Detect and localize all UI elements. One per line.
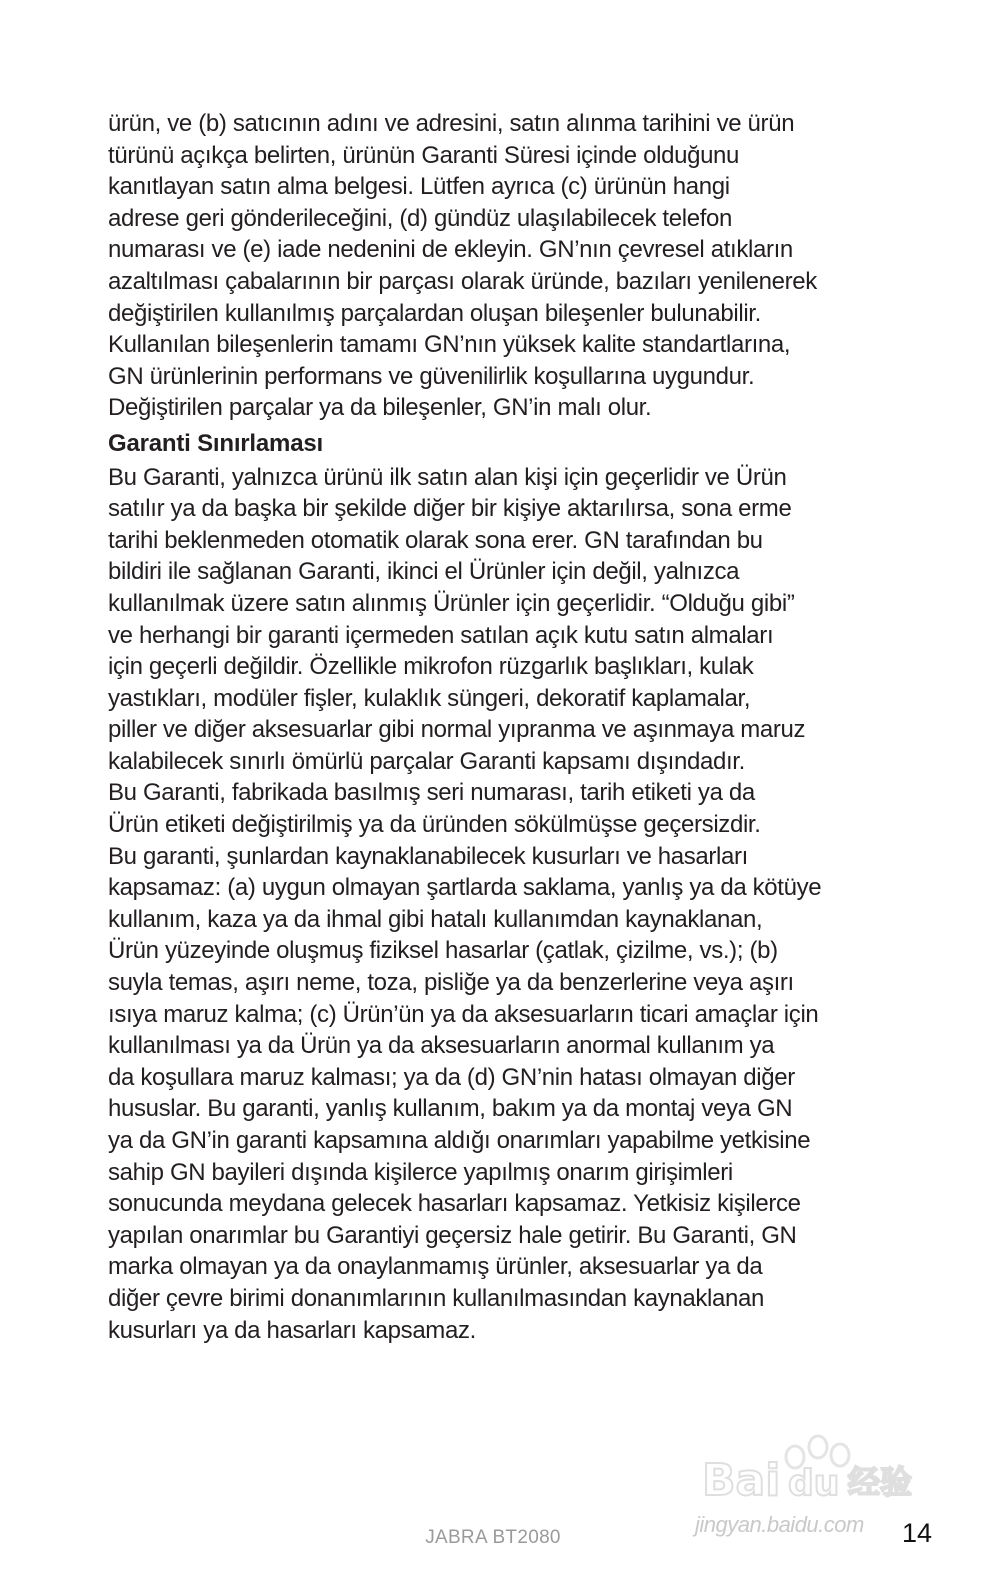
text-line: satılır ya da başka bir şekilde diğer bir kişiye aktarılırsa, sona erme bbox=[108, 495, 792, 523]
text-line: kanıtlayan satın alma belgesi. Lütfen ayrıca (c) ürünün hangi bbox=[108, 173, 730, 201]
text-line: sonucunda meydana gelecek hasarları kapsamaz. Yetkisiz kişilerce bbox=[108, 1190, 801, 1218]
paw-toe-icon bbox=[809, 1436, 827, 1458]
text-line: ve herhangi bir garanti içermeden satılan açık kutu satın almaları bbox=[108, 621, 774, 649]
text-line: Kullanılan bileşenlerin tamamı GN’nın yüksek kalite standartlarına, bbox=[108, 331, 791, 359]
text-line: kullanılmak üzere satın alınmış Ürünler için geçerlidir. “Olduğu gibi” bbox=[108, 589, 795, 617]
page-body bbox=[108, 108, 878, 1346]
text-line: numarası ve (e) iade nedenini de ekleyin. GN’nın çevresel atıkların bbox=[108, 236, 793, 264]
page-number: 14 bbox=[902, 1518, 933, 1548]
text-line: kalabilecek sınırlı ömürlü parçalar Garanti kapsamı dışındadır. bbox=[108, 747, 745, 775]
text-line: türünü açıkça belirten, ürünün Garanti Süresi içinde olduğunu bbox=[108, 141, 740, 169]
footer-product-name: JABRA BT2080 bbox=[425, 1527, 561, 1548]
svg-text:Bai: Bai bbox=[702, 1455, 781, 1506]
text-line: GN ürünlerinin performans ve güvenilirlik koşullarına uygundur. bbox=[108, 362, 755, 390]
text-line: Ürün etiketi değiştirilmiş ya da üründen sökülmüşse geçersizdir. bbox=[108, 811, 761, 839]
text-line: yastıkları, modüler fişler, kulaklık süngeri, dekoratif kaplamalar, bbox=[108, 684, 751, 712]
section-heading: Garanti Sınırlaması bbox=[108, 429, 323, 457]
text-line: diğer çevre birimi donanımlarının kullanılmasından kaynaklanan bbox=[108, 1284, 764, 1312]
text-line: piller ve diğer aksesuarlar gibi normal yıpranma ve aşınmaya maruz bbox=[108, 716, 806, 744]
text-line: ürün, ve (b) satıcının adını ve adresini, satın alınma tarihini ve ürün bbox=[108, 110, 795, 137]
text-line: kusurları ya da hasarları kapsamaz. bbox=[108, 1316, 476, 1344]
text-line: kullanılması ya da Ürün ya da aksesuarların anormal kullanım ya bbox=[108, 1032, 775, 1060]
text-line: bildiri ile sağlanan Garanti, ikinci el Ürünler için değil, yalnızca bbox=[108, 558, 740, 586]
text-line: suyla temas, aşırı neme, toza, pisliğe ya da benzerlerine veya aşırı bbox=[108, 969, 794, 997]
svg-text:经验: 经验 bbox=[848, 1463, 913, 1501]
watermark-url: jingyan.baidu.com bbox=[695, 1512, 864, 1537]
text-line: ya da GN’in garanti kapsamına aldığı onarımları yapabilme yetkisine bbox=[108, 1127, 811, 1154]
text-line: yapılan onarımlar bu Garantiyi geçersiz hale getirir. Bu Garanti, GN bbox=[108, 1221, 797, 1249]
svg-text:du: du bbox=[788, 1463, 840, 1504]
text-line: da koşullara maruz kalması; ya da (d) GN’nin hatası olmayan diğer bbox=[108, 1063, 795, 1091]
text-line: Bu Garanti, fabrikada basılmış seri numarası, tarih etiketi ya da bbox=[108, 779, 755, 807]
text-line: azaltılması çabalarının bir parçası olarak üründe, bazıları yenilenerek bbox=[108, 267, 817, 295]
text-line: Ürün yüzeyinde oluşmuş fiziksel hasarlar (çatlak, çizilme, vs.); (b) bbox=[108, 937, 778, 965]
text-line: adrese geri gönderileceğini, (d) gündüz ulaşılabilecek telefon bbox=[108, 204, 733, 232]
paragraph-intro bbox=[108, 108, 878, 424]
text-line: marka olmayan ya da onaylanmamış ürünler, aksesuarlar ya da bbox=[108, 1253, 763, 1281]
text-line: için geçerli değildir. Özellikle mikrofon rüzgarlık başlıkları, kulak bbox=[108, 653, 754, 681]
text-line: hususlar. Bu garanti, yanlış kullanım, bakım ya da montaj veya GN bbox=[108, 1095, 793, 1123]
text-line: sahip GN bayileri dışında kişilerce yapılmış onarım girişimleri bbox=[108, 1158, 733, 1186]
text-line: kapsamaz: (a) uygun olmayan şartlarda saklama, yanlış ya da kötüye bbox=[108, 874, 822, 902]
text-line: Bu garanti, şunlardan kaynaklanabilecek kusurları ve hasarları bbox=[108, 842, 748, 870]
text-line: ısıya maruz kalma; (c) Ürün’ün ya da aksesuarların ticari amaçlar için bbox=[108, 1000, 819, 1028]
text-line: tarihi beklenmeden otomatik olarak sona erer. GN tarafından bu bbox=[108, 526, 763, 554]
text-line: değiştirilen kullanılmış parçalardan oluşan bileşenler bulunabilir. bbox=[108, 299, 761, 327]
text-line: kullanım, kaza ya da ihmal gibi hatalı kullanımdan kaynaklanan, bbox=[108, 905, 763, 933]
text-line: Değiştirilen parçalar ya da bileşenler, GN’in malı olur. bbox=[108, 394, 652, 422]
paragraph-warranty-limitation bbox=[108, 462, 878, 1347]
text-line: Bu Garanti, yalnızca ürünü ilk satın alan kişi için geçerlidir ve Ürün bbox=[108, 463, 787, 491]
